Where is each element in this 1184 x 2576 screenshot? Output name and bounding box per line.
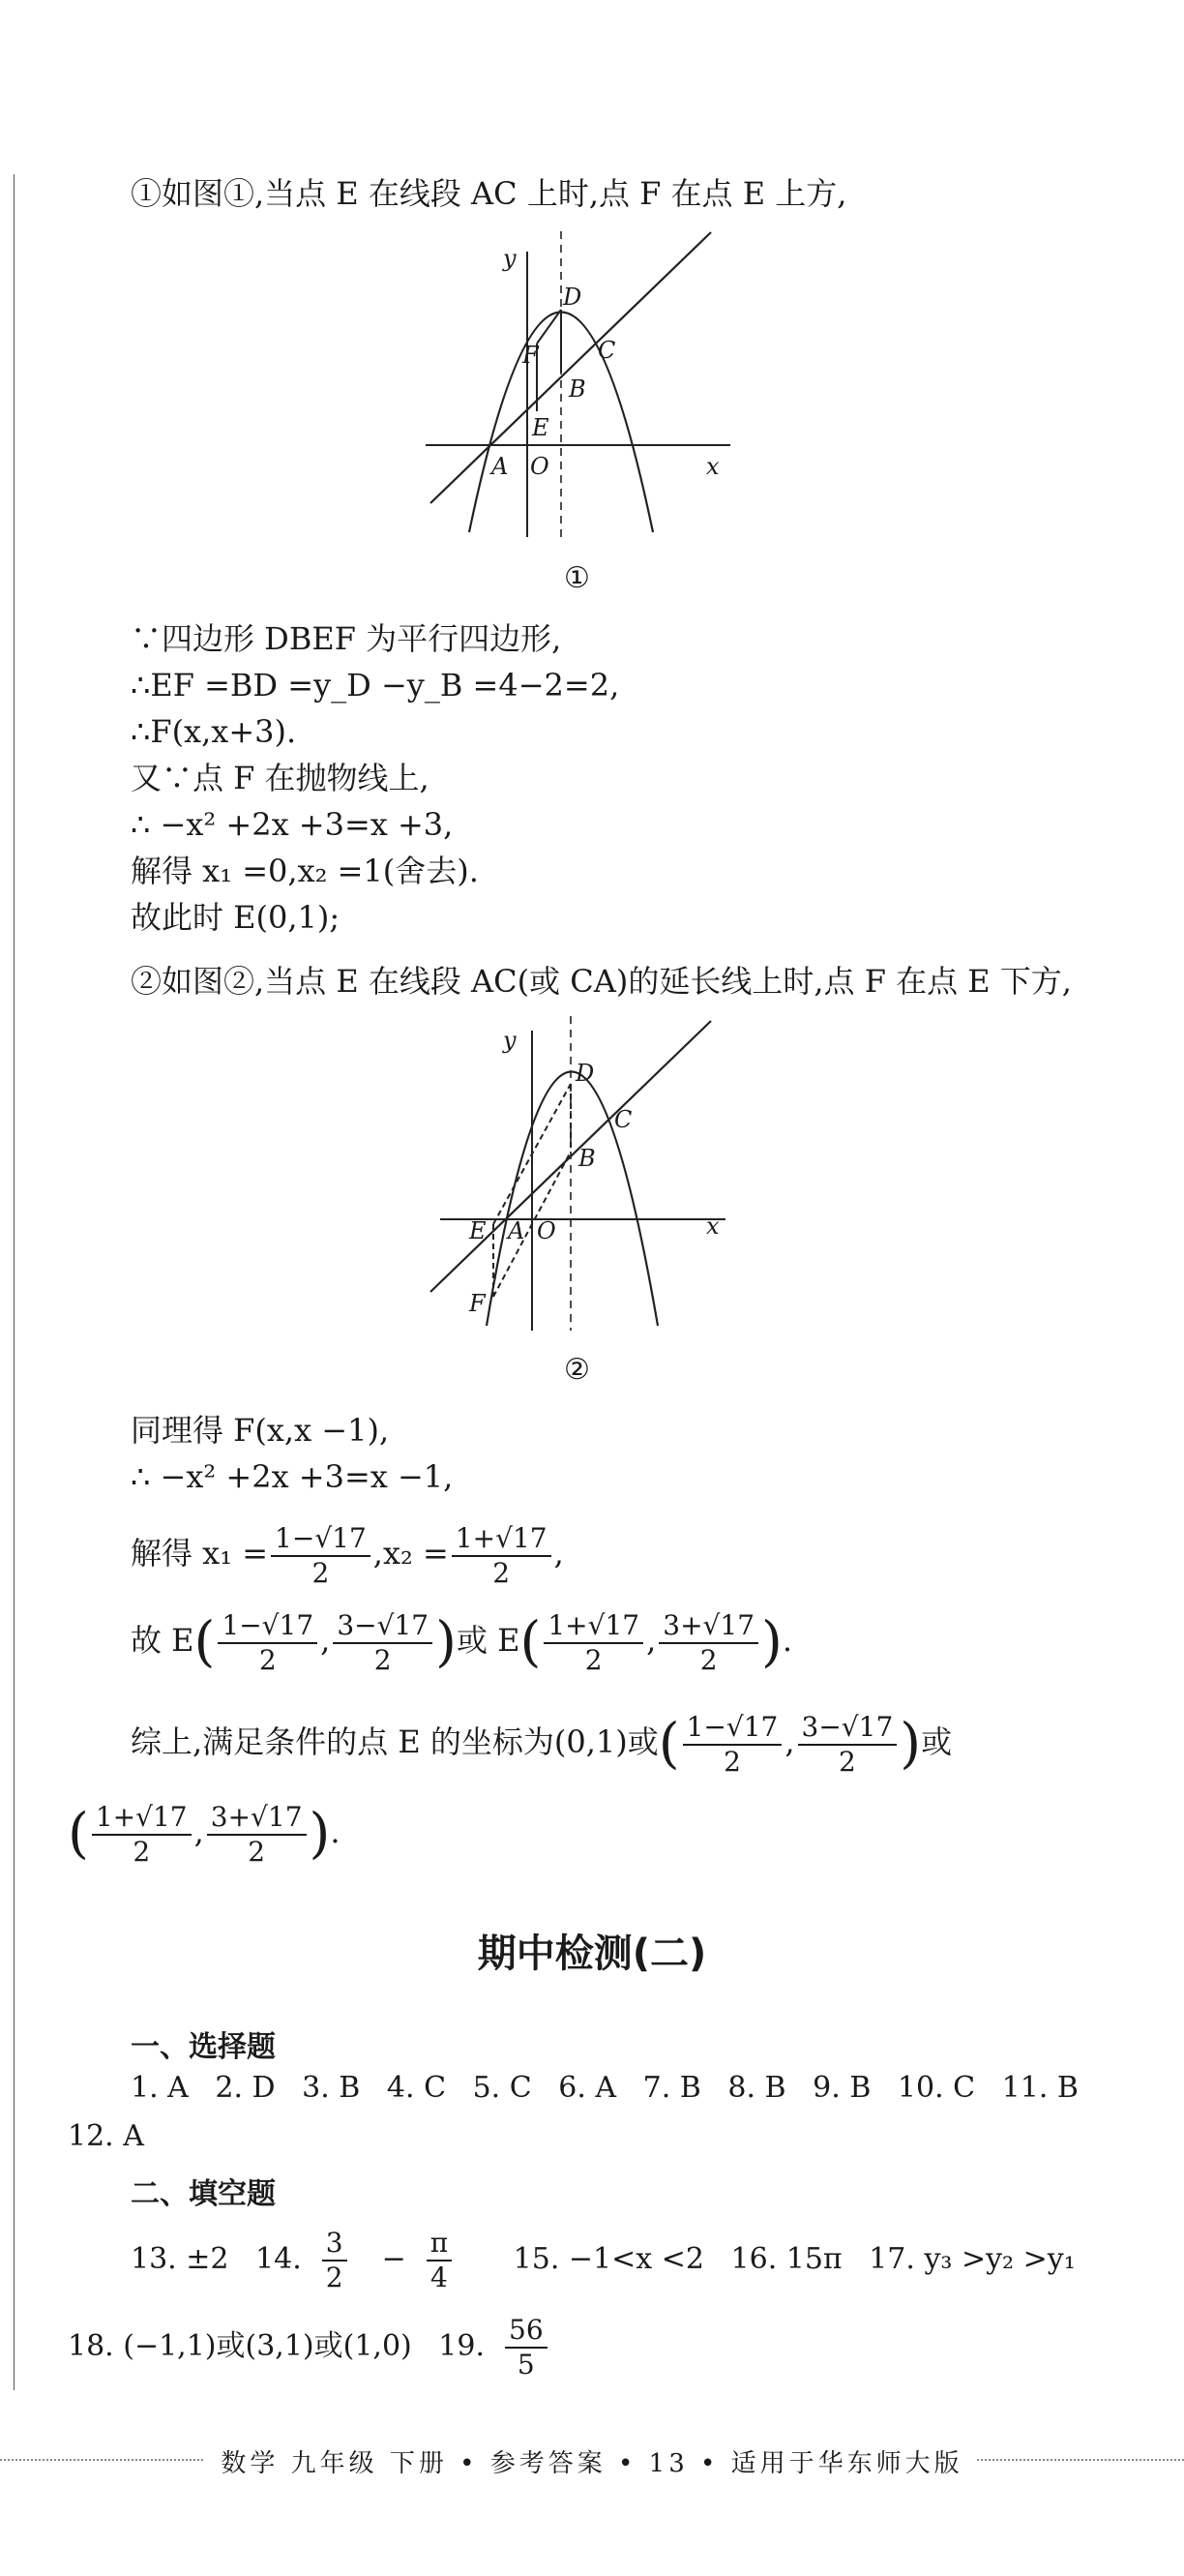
case2-line3 (131, 1519, 564, 1590)
page-margin-rule (14, 174, 15, 2390)
summary-line2: ( $\frac{1+√17}{2}$ , $\frac{3+√17}{2}$ ). (68, 1800, 340, 1868)
case2-line1: 同理得 F(x,x −1), (131, 1412, 390, 1449)
answer-11: 11. B (1001, 2071, 1079, 2105)
case1-intro: ①如图①,当点 E 在线段 AC 上时,点 F 在点 E 上方, (131, 175, 847, 212)
case1-line4: 又∵点 F 在抛物线上, (131, 760, 429, 796)
fraction-e2x: $\frac{1+√17}{2}$ (544, 1609, 643, 1677)
summary-prefix: 综上,满足条件的点 E 的坐标为(0,1)或 (131, 1723, 659, 1760)
fraction-s1y: $\frac{3-√17}{2}$ (798, 1711, 898, 1779)
answer-7: 7. B (642, 2071, 701, 2105)
answer-1: 1. A (131, 2071, 189, 2105)
case2-line2: ∴ −x² +2x +3=x −1, (131, 1458, 454, 1495)
label-a: A (508, 1217, 525, 1244)
answer-3: 3. B (302, 2071, 361, 2105)
parabola (487, 1072, 658, 1327)
answer-10: 10. C (897, 2071, 976, 2105)
answer-14: 14. $\frac{3}{2}$ − $\frac{\pi}{4}$ (255, 2242, 487, 2276)
fraction-s2x: $\frac{1+√17}{2}$ (92, 1801, 192, 1869)
label-c: C (598, 337, 616, 364)
answer-12: 12. A (68, 2119, 144, 2153)
label-c: C (614, 1106, 633, 1133)
case2-line3-prefix: 解得 x₁ = (131, 1535, 269, 1572)
fraction-x2: $\frac{1+√17}{2}$ (452, 1522, 551, 1590)
case2-line4: 故 E( $\frac{1-√17}{2}$ , $\frac{3-√17}{2}$ )或 E( $\frac{1+√17}{2}$ , $\frac{3+√17}{2}$ ). (131, 1608, 793, 1676)
answer-6: 6. A (558, 2071, 617, 2105)
case1-line1: ∵四边形 DBEF 为平行四边形, (131, 620, 562, 657)
answer-13: 13. ±2 (131, 2242, 229, 2276)
case2-line3-end: , (553, 1535, 564, 1572)
case2-line4-prefix: 故 E (131, 1622, 194, 1659)
label-d: D (563, 284, 582, 311)
figure-2-caption: ② (564, 1353, 590, 1387)
case2-line3-mid: ,x₂ = (372, 1535, 449, 1572)
page-footer: 数学 九年级 下册 • 参考答案 • 13 • 适用于华东师大版 (221, 2449, 963, 2478)
answer-17: 17. y₃ >y₂ >y₁ (869, 2242, 1076, 2276)
label-x: x (706, 453, 720, 480)
figure-1 (426, 227, 735, 537)
case1-line2: ∴EF =BD =y_D −y_B =4−2=2, (131, 667, 620, 704)
summary-line1: 综上,满足条件的点 E 的坐标为(0,1)或( $\frac{1-√17}{2}$ , $\frac{3-√17}{2}$ )或 (131, 1710, 953, 1778)
answer-4: 4. C (386, 2071, 447, 2105)
label-e: E (469, 1217, 487, 1244)
part2-heading: 二、填空题 (131, 2177, 276, 2211)
line-ac (430, 232, 711, 503)
summary-or: 或 (921, 1723, 953, 1760)
part2-row1 (131, 2226, 1093, 2294)
section-title: 期中检测(二) (477, 1932, 707, 1976)
label-y: y (503, 245, 517, 272)
answer-8: 8. B (727, 2071, 786, 2105)
label-o: O (530, 453, 549, 480)
case1-line3: ∴F(x,x+3). (131, 713, 297, 750)
answer-5: 5. C (472, 2071, 532, 2105)
answer-19: 19. $\frac{56}{5}$ (438, 2329, 581, 2363)
case1-line6: 解得 x₁ =0,x₂ =1(舍去). (131, 853, 479, 889)
answer-15: 15. −1<x <2 (513, 2242, 704, 2276)
answer-9: 9. B (813, 2071, 872, 2105)
part2-row2 (68, 2313, 600, 2381)
summary-end: . (330, 1813, 340, 1850)
fraction-x1: $\frac{1-√17}{2}$ (271, 1522, 370, 1590)
label-a: A (491, 453, 509, 480)
case1-line7: 故此时 E(0,1); (131, 899, 340, 936)
label-b: B (578, 1145, 596, 1172)
figure-2 (426, 1011, 735, 1331)
answer-2: 2. D (215, 2071, 276, 2105)
case2-line4-or: 或 E (456, 1622, 520, 1659)
figure-1-caption: ① (564, 561, 590, 595)
fraction-e1y: $\frac{3-√17}{2}$ (333, 1609, 432, 1677)
case1-line5: ∴ −x² +2x +3=x +3, (131, 806, 454, 843)
fraction-s1x: $\frac{1-√17}{2}$ (683, 1711, 783, 1779)
label-o: O (537, 1217, 556, 1244)
fraction-s2y: $\frac{3+√17}{2}$ (207, 1801, 307, 1869)
answer-16: 16. 15π (730, 2242, 843, 2276)
part1-heading: 一、选择题 (131, 2030, 276, 2064)
fraction-e2y: $\frac{3+√17}{2}$ (659, 1609, 758, 1677)
label-y: y (503, 1027, 517, 1054)
label-e: E (532, 414, 549, 441)
case2-intro: ②如图②,当点 E 在线段 AC(或 CA)的延长线上时,点 F 在点 E 下方, (131, 963, 1072, 1000)
label-x: x (706, 1213, 720, 1240)
label-f: F (469, 1290, 486, 1317)
fraction-e1x: $\frac{1-√17}{2}$ (218, 1609, 317, 1677)
label-b: B (569, 375, 586, 403)
label-d: D (576, 1060, 595, 1087)
answer-18: 18. (−1,1)或(3,1)或(1,0) (68, 2329, 412, 2363)
case2-line4-end: . (782, 1622, 793, 1659)
part1-answers (131, 2071, 1096, 2105)
label-f: F (522, 342, 539, 369)
